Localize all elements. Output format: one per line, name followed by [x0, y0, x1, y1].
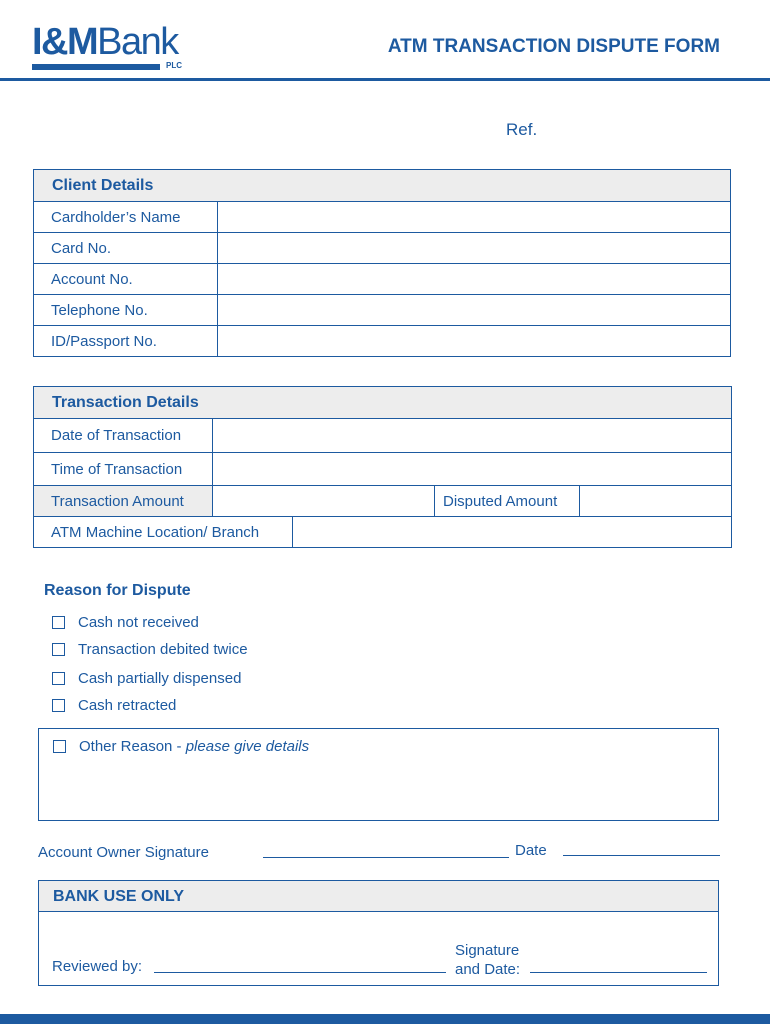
transaction-amount-label: Transaction Amount — [34, 486, 213, 517]
bank-signature-label-line2: and Date: — [455, 961, 521, 978]
disputed-amount-label: Disputed Amount — [435, 486, 580, 517]
logo-underline — [32, 64, 160, 70]
id-passport-field[interactable] — [218, 326, 731, 357]
bank-use-heading: BANK USE ONLY — [39, 881, 718, 912]
bank-signature-date-line[interactable] — [530, 972, 707, 973]
other-reason-option[interactable] — [53, 738, 309, 755]
form-title: ATM TRANSACTION DISPUTE FORM — [387, 36, 720, 57]
disputed-amount-field[interactable] — [580, 486, 732, 517]
other-reason-box[interactable] — [38, 728, 719, 821]
date-of-transaction-field[interactable] — [213, 419, 732, 453]
reason-option-debited-twice[interactable] — [52, 640, 248, 658]
logo-wordmark — [32, 22, 194, 62]
time-of-transaction-label: Time of Transaction — [34, 453, 213, 486]
checkbox-other-reason[interactable] — [53, 740, 66, 753]
telephone-no-field[interactable] — [218, 295, 731, 326]
reviewed-by-line[interactable] — [154, 972, 446, 973]
signature-date-line[interactable] — [563, 855, 720, 856]
option-label: Transaction debited twice — [78, 640, 248, 658]
account-owner-signature-line[interactable] — [263, 857, 509, 858]
reason-option-partially-dispensed[interactable] — [52, 669, 241, 687]
option-label: Cash not received — [78, 613, 199, 631]
option-label: Cash partially dispensed — [78, 669, 242, 687]
reason-heading: Reason for Dispute — [44, 582, 191, 599]
account-no-field[interactable] — [218, 264, 731, 295]
header-divider — [0, 78, 770, 81]
telephone-no-label: Telephone No. — [34, 295, 218, 326]
card-no-field[interactable] — [218, 233, 731, 264]
ref-label: Ref. — [506, 120, 538, 139]
id-passport-label: ID/Passport No. — [34, 326, 218, 357]
transaction-amount-field[interactable] — [213, 486, 435, 517]
account-owner-signature-label: Account Owner Signature — [38, 844, 209, 861]
reason-option-cash-not-received[interactable] — [52, 613, 199, 631]
atm-location-label: ATM Machine Location/ Branch — [34, 517, 293, 548]
reviewed-by-label: Reviewed by: — [52, 958, 143, 975]
reason-option-cash-retracted[interactable] — [52, 696, 176, 714]
bank-use-box — [38, 880, 719, 986]
checkbox-partially-dispensed[interactable] — [52, 672, 65, 685]
bank-signature-date-label — [455, 941, 520, 979]
checkbox-cash-not-received[interactable] — [52, 616, 65, 629]
checkbox-cash-retracted[interactable] — [52, 699, 65, 712]
account-no-label: Account No. — [34, 264, 218, 295]
logo-suffix: PLC — [166, 61, 182, 70]
atm-location-field[interactable] — [293, 517, 732, 548]
option-label: Cash retracted — [78, 696, 177, 714]
client-details-heading: Client Details — [34, 170, 731, 202]
signature-date-label: Date — [515, 842, 547, 859]
bank-signature-label-line1: Signature — [455, 942, 520, 959]
other-reason-label: Other Reason - — [79, 738, 182, 755]
logo-text-bold: I&M — [32, 21, 98, 63]
time-of-transaction-field[interactable] — [213, 453, 732, 486]
footer-bar — [0, 1014, 770, 1024]
transaction-details-table — [33, 386, 732, 548]
card-no-label: Card No. — [34, 233, 218, 264]
cardholder-name-label: Cardholder’s Name — [34, 202, 218, 233]
cardholder-name-field[interactable] — [218, 202, 731, 233]
checkbox-debited-twice[interactable] — [52, 643, 65, 656]
client-details-table — [33, 169, 731, 357]
transaction-details-heading: Transaction Details — [34, 387, 732, 419]
other-reason-hint: please give details — [185, 738, 310, 755]
date-of-transaction-label: Date of Transaction — [34, 419, 213, 453]
logo-text-regular: Bank — [97, 21, 178, 63]
